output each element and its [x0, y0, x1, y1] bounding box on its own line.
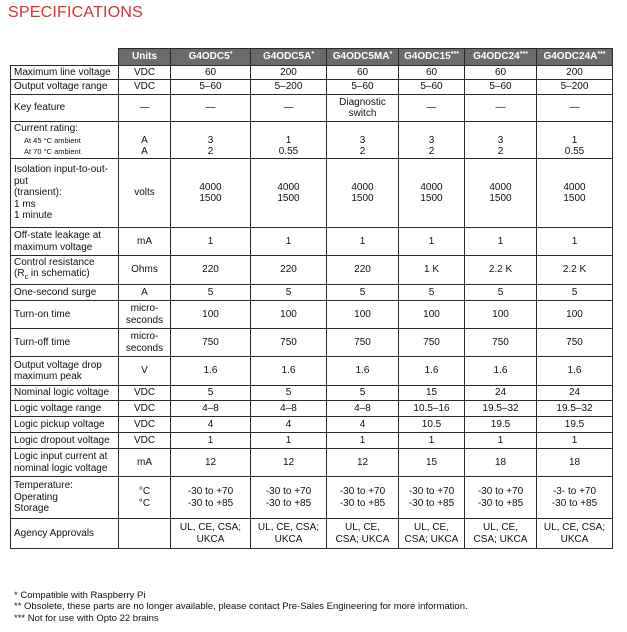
value-cell: UL, CE, CSA; UKCA — [399, 519, 465, 549]
value-cell: 220 — [327, 256, 399, 285]
header-g4odc5a: G4ODC5A* — [251, 49, 327, 66]
param-cell: Off-state leakage at maximum voltage — [11, 228, 119, 256]
param-cell: Control resistance ($R_c$ in schematic) — [11, 256, 119, 285]
value-cell: 24 — [465, 386, 537, 401]
value-cell: 5–60 — [171, 80, 251, 95]
unit-cell: VDC — [119, 66, 171, 80]
value-cell: 1.6 — [465, 357, 537, 386]
value-cell: 4 — [251, 417, 327, 433]
value-cell: 15 — [399, 449, 465, 477]
value-cell: 60 — [399, 66, 465, 80]
table-row — [11, 122, 613, 159]
value-cell: 1 — [465, 433, 537, 449]
value-cell: 1 — [251, 433, 327, 449]
value-cell: 19.5–32 — [537, 401, 613, 417]
value-cell: 1 — [399, 228, 465, 256]
value-cell: 200 — [537, 66, 613, 80]
param-cell: Logic dropout voltage — [11, 433, 119, 449]
header-blank-cell — [11, 49, 119, 66]
value-cell: 1.6 — [251, 357, 327, 386]
value-cell: 100 — [399, 301, 465, 329]
value-cell: 1.6 — [171, 357, 251, 386]
header-g4odc24: G4ODC24*** — [465, 49, 537, 66]
unit-cell: VDC — [119, 401, 171, 417]
value-cell: 4000 1500 — [251, 159, 327, 228]
value-cell: 60 — [171, 66, 251, 80]
value-cell: -30 to +70 -30 to +85 — [465, 477, 537, 519]
value-cell: 1 0.55 — [537, 122, 613, 159]
value-cell: UL, CE, CSA; UKCA — [327, 519, 399, 549]
value-cell: 1 — [465, 228, 537, 256]
specifications-table — [10, 48, 613, 549]
value-cell: 19.5–32 — [465, 401, 537, 417]
value-cell: 1.6 — [327, 357, 399, 386]
value-cell: 18 — [465, 449, 537, 477]
table-row — [11, 95, 613, 122]
unit-cell: mA — [119, 228, 171, 256]
value-cell: 24 — [537, 386, 613, 401]
page-title: SPECIFICATIONS — [8, 4, 143, 21]
value-cell: 5 — [251, 386, 327, 401]
value-cell: 5 — [465, 285, 537, 301]
unit-cell: VDC — [119, 417, 171, 433]
value-cell: 5–200 — [251, 80, 327, 95]
param-cell: One-second surge — [11, 285, 119, 301]
param-cell: Logic voltage range — [11, 401, 119, 417]
value-cell: UL, CE, CSA; UKCA — [537, 519, 613, 549]
header-row — [11, 49, 613, 66]
param-cell: Turn-off time — [11, 329, 119, 357]
value-cell: 15 — [399, 386, 465, 401]
param-cell: Nominal logic voltage — [11, 386, 119, 401]
table-row — [11, 228, 613, 256]
header-g4odc5: G4ODC5* — [171, 49, 251, 66]
header-g4odc5ma: G4ODC5MA* — [327, 49, 399, 66]
value-cell: 3 2 — [171, 122, 251, 159]
value-cell: 18 — [537, 449, 613, 477]
param-cell: Maximum line voltage — [11, 66, 119, 80]
value-cell: 750 — [465, 329, 537, 357]
param-cell: Agency Approvals — [11, 519, 119, 549]
table-row — [11, 449, 613, 477]
unit-cell: Ohms — [119, 256, 171, 285]
value-cell: 5 — [327, 386, 399, 401]
value-cell: — — [537, 95, 613, 122]
table-row — [11, 401, 613, 417]
value-cell: — — [171, 95, 251, 122]
footnote: * Compatible with Raspberry Pi — [14, 590, 146, 601]
table-row — [11, 357, 613, 386]
value-cell: 1 — [171, 433, 251, 449]
value-cell: — — [251, 95, 327, 122]
value-cell: 4000 1500 — [171, 159, 251, 228]
value-cell: 1 — [537, 433, 613, 449]
value-cell: 100 — [171, 301, 251, 329]
value-cell: 4–8 — [327, 401, 399, 417]
param-cell: Logic input current at nominal logic voltage — [11, 449, 119, 477]
value-cell: UL, CE, CSA; UKCA — [251, 519, 327, 549]
header-g4odc15: G4ODC15*** — [399, 49, 465, 66]
unit-cell: micro- seconds — [119, 301, 171, 329]
param-cell: Output voltage drop maximum peak — [11, 357, 119, 386]
value-cell: -30 to +70 -30 to +85 — [399, 477, 465, 519]
value-cell: 1 — [171, 228, 251, 256]
param-subline: At 70 °C ambient — [24, 147, 81, 156]
value-cell: 10.5–16 — [399, 401, 465, 417]
table-row — [11, 477, 613, 519]
value-cell: UL, CE, CSA; UKCA — [171, 519, 251, 549]
param-cell: Key feature — [11, 95, 119, 122]
value-cell: 5 — [537, 285, 613, 301]
specifications-body — [11, 66, 613, 549]
value-cell: 1.6 — [399, 357, 465, 386]
value-cell: 1 0.55 — [251, 122, 327, 159]
value-cell: 4 — [327, 417, 399, 433]
unit-cell: A A — [119, 122, 171, 159]
value-cell: 1 — [327, 228, 399, 256]
unit-cell — [119, 519, 171, 549]
unit-cell: A — [119, 285, 171, 301]
unit-cell: V — [119, 357, 171, 386]
param-cell: Turn-on time — [11, 301, 119, 329]
value-cell: 19.5 — [537, 417, 613, 433]
value-cell: 5 — [171, 285, 251, 301]
value-cell: 2.2 K — [465, 256, 537, 285]
value-cell: -30 to +70 -30 to +85 — [171, 477, 251, 519]
value-cell: 12 — [171, 449, 251, 477]
value-cell: 1 — [537, 228, 613, 256]
table-row — [11, 80, 613, 95]
value-cell: 2.2 K — [537, 256, 613, 285]
value-cell: 100 — [465, 301, 537, 329]
value-cell: 220 — [171, 256, 251, 285]
value-cell: 1.6 — [537, 357, 613, 386]
value-cell: 4000 1500 — [327, 159, 399, 228]
unit-cell: °C °C — [119, 477, 171, 519]
table-row — [11, 329, 613, 357]
value-cell: -30 to +70 -30 to +85 — [251, 477, 327, 519]
unit-cell: mA — [119, 449, 171, 477]
header-units: Units — [119, 49, 171, 66]
value-cell: 19.5 — [465, 417, 537, 433]
value-cell: 3 2 — [399, 122, 465, 159]
value-cell: UL, CE, CSA; UKCA — [465, 519, 537, 549]
value-cell: 5–60 — [399, 80, 465, 95]
value-cell: 4000 1500 — [537, 159, 613, 228]
unit-cell: VDC — [119, 433, 171, 449]
value-cell: 5 — [327, 285, 399, 301]
value-cell: 5 — [399, 285, 465, 301]
table-row — [11, 159, 613, 228]
param-subline: At 45 °C ambient — [24, 135, 81, 145]
header-g4odc24a: G4ODC24A*** — [537, 49, 613, 66]
table-row — [11, 256, 613, 285]
value-cell: 4–8 — [251, 401, 327, 417]
unit-cell: volts — [119, 159, 171, 228]
footnote: ** Obsolete, these parts are no longer available, please contact Pre-Sales Engineering for more information. — [14, 601, 468, 613]
value-cell: 60 — [465, 66, 537, 80]
unit-cell: — — [119, 95, 171, 122]
value-cell: 5–60 — [465, 80, 537, 95]
value-cell: 4000 1500 — [465, 159, 537, 228]
table-row — [11, 417, 613, 433]
value-cell: 5–60 — [327, 80, 399, 95]
value-cell: 10.5 — [399, 417, 465, 433]
value-cell: 1 K — [399, 256, 465, 285]
table-row — [11, 386, 613, 401]
unit-cell: VDC — [119, 386, 171, 401]
value-cell: -3- to +70 -30 to +85 — [537, 477, 613, 519]
value-cell: 5–200 — [537, 80, 613, 95]
value-cell: 12 — [327, 449, 399, 477]
unit-cell: VDC — [119, 80, 171, 95]
value-cell: 200 — [251, 66, 327, 80]
value-cell: 750 — [327, 329, 399, 357]
value-cell: 100 — [251, 301, 327, 329]
value-cell: 1 — [251, 228, 327, 256]
param-cell: Current rating: At 45 °C ambient At 70 °C ambient — [11, 122, 119, 159]
value-cell: 100 — [537, 301, 613, 329]
value-cell: 220 — [251, 256, 327, 285]
table-row — [11, 301, 613, 329]
value-cell: 1 — [327, 433, 399, 449]
param-cell: Isolation input-to-out- put (transient): 1 ms 1 minute — [11, 159, 119, 228]
value-cell: — — [465, 95, 537, 122]
value-cell: 750 — [171, 329, 251, 357]
value-cell: 1 — [399, 433, 465, 449]
param-cell: Temperature: Operating Storage — [11, 477, 119, 519]
value-cell: 750 — [399, 329, 465, 357]
value-cell: 4 — [171, 417, 251, 433]
value-cell: 3 2 — [465, 122, 537, 159]
value-cell: 100 — [327, 301, 399, 329]
value-cell: Diagnostic switch — [327, 95, 399, 122]
unit-cell: micro- seconds — [119, 329, 171, 357]
value-cell: 12 — [251, 449, 327, 477]
footnotes — [14, 590, 468, 624]
value-cell: — — [399, 95, 465, 122]
table-row — [11, 285, 613, 301]
value-cell: 4000 1500 — [399, 159, 465, 228]
param-cell: Output voltage range — [11, 80, 119, 95]
footnote: *** Not for use with Opto 22 brains — [14, 612, 159, 624]
table-row — [11, 519, 613, 549]
value-cell: 750 — [251, 329, 327, 357]
param-cell: Logic pickup voltage — [11, 417, 119, 433]
value-cell: 3 2 — [327, 122, 399, 159]
value-cell: 5 — [251, 285, 327, 301]
value-cell: 5 — [171, 386, 251, 401]
value-cell: 4–8 — [171, 401, 251, 417]
value-cell: 750 — [537, 329, 613, 357]
value-cell: -30 to +70 -30 to +85 — [327, 477, 399, 519]
table-row — [11, 433, 613, 449]
value-cell: 60 — [327, 66, 399, 80]
table-row — [11, 66, 613, 80]
